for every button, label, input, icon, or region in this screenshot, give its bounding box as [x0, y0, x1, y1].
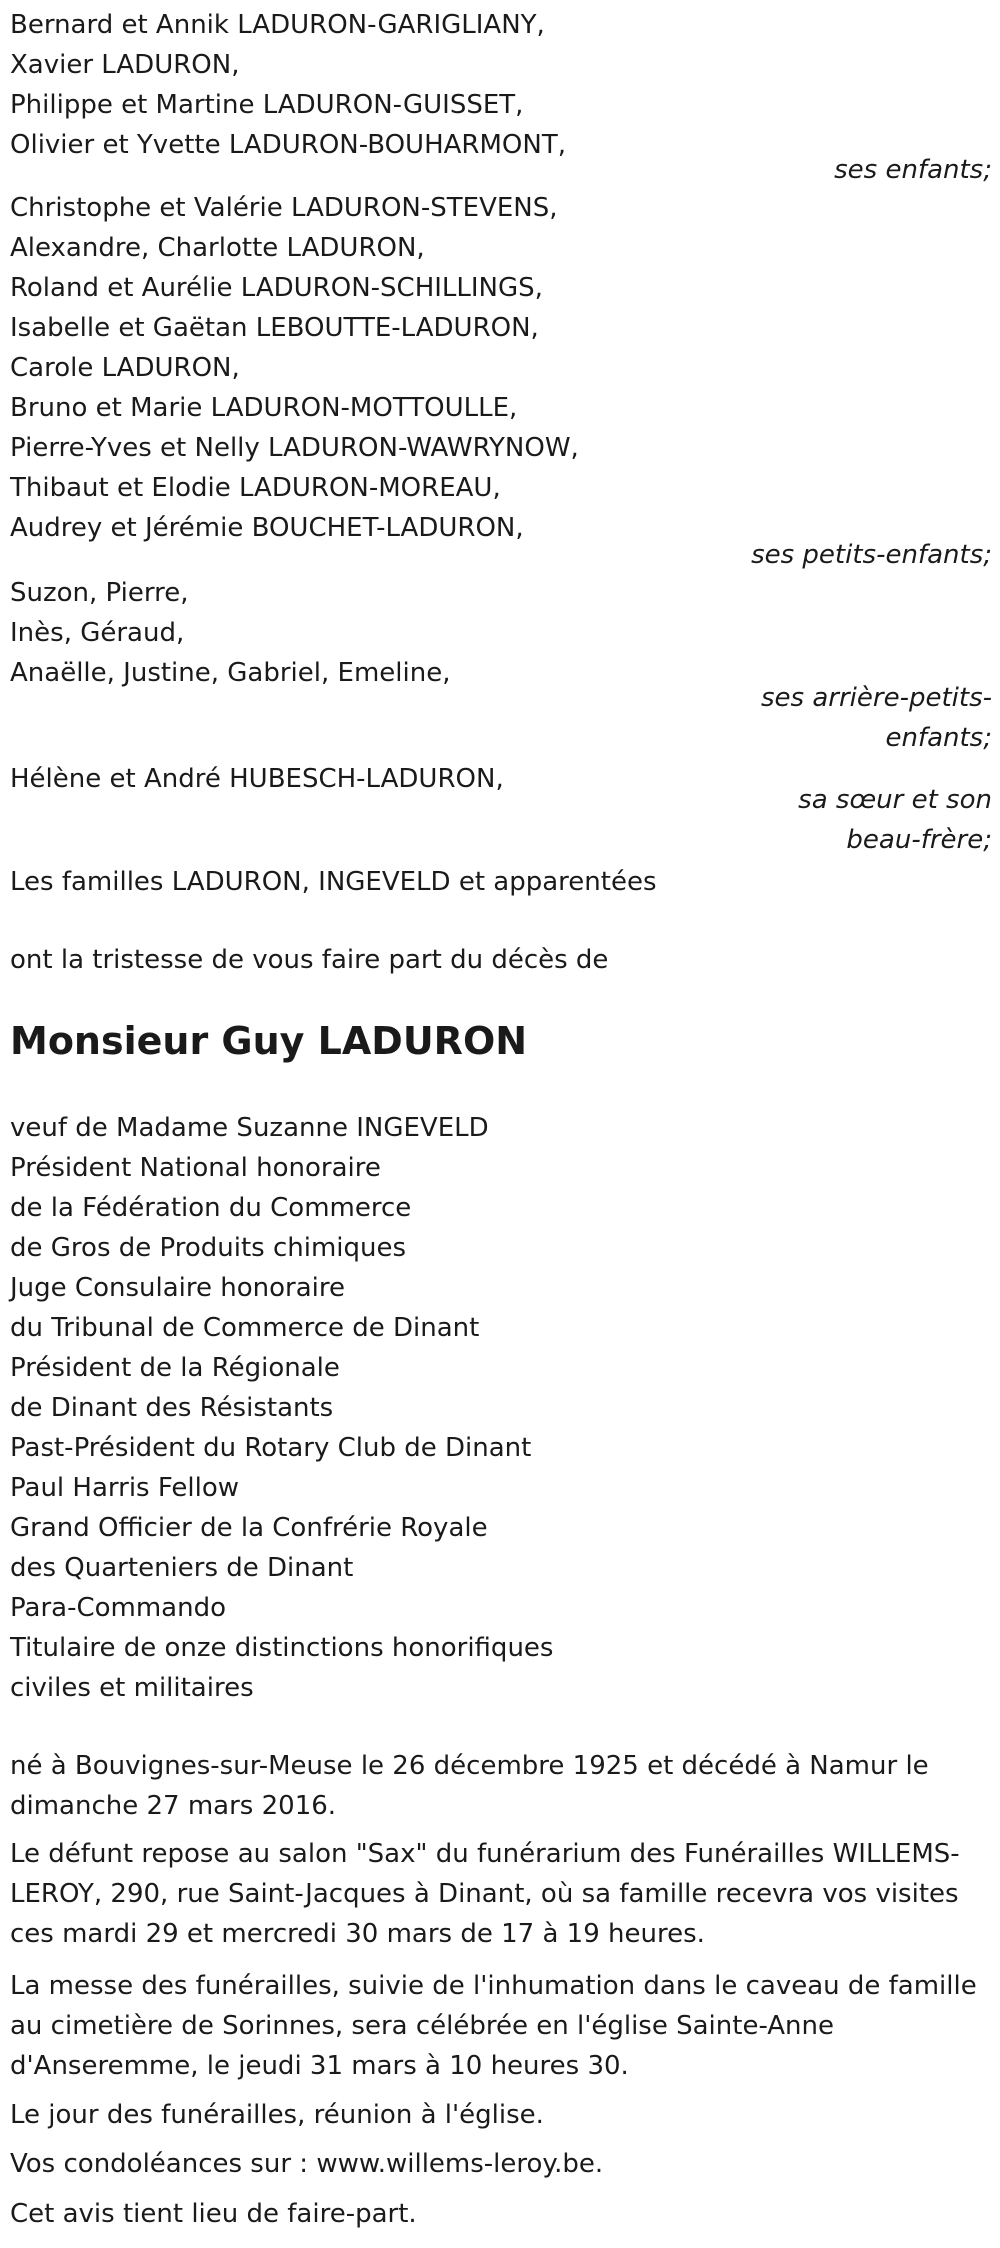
paragraph-line: dimanche 27 mars 2016.: [10, 1791, 337, 1821]
children-relation-label: ses enfants;: [834, 155, 992, 185]
paragraph-line: au cimetière de Sorinnes, sera célébrée en l'église Sainte-Anne: [10, 2011, 834, 2041]
family-member: Bernard et Annik LADURON-GARIGLIANY,: [10, 10, 545, 40]
family-member: Bruno et Marie LADURON-MOTTOULLE,: [10, 393, 518, 423]
paragraph-line: ces mardi 29 et mercredi 30 mars de 17 à 19 heures.: [10, 1919, 705, 1949]
family-member: Isabelle et Gaëtan LEBOUTTE-LADURON,: [10, 313, 539, 343]
family-member: Pierre-Yves et Nelly LADURON-WAWRYNOW,: [10, 433, 579, 463]
family-member: Roland et Aurélie LADURON-SCHILLINGS,: [10, 273, 543, 303]
paragraph-birth-death: [10, 1746, 929, 1826]
title-line: Titulaire de onze distinctions honorifiques: [10, 1633, 554, 1663]
title-line: Para-Commando: [10, 1593, 226, 1623]
title-line: Juge Consulaire honoraire: [10, 1273, 345, 1303]
grandchildren-relation-label: ses petits-enfants;: [751, 540, 992, 570]
title-line: Président de la Régionale: [10, 1353, 340, 1383]
relation-label-line: sa sœur et son: [798, 785, 992, 815]
great-grandchildren-relation-label: [761, 678, 992, 758]
title-line: Grand Officier de la Confrérie Royale: [10, 1513, 488, 1543]
titles-list: [10, 1108, 553, 1708]
paragraph-notice: [10, 2194, 417, 2234]
deceased-name: Monsieur Guy LADURON: [10, 1019, 528, 1063]
paragraph-line: Le jour des funérailles, réunion à l'église.: [10, 2100, 544, 2130]
paragraph-line: LEROY, 290, rue Saint-Jacques à Dinant, où sa famille recevra vos visites: [10, 1879, 959, 1909]
grandchildren-list: [10, 188, 579, 548]
family-member: Anaëlle, Justine, Gabriel, Emeline,: [10, 658, 451, 688]
family-member: Audrey et Jérémie BOUCHET-LADURON,: [10, 513, 524, 543]
great-grandchildren-list: [10, 573, 450, 693]
family-member: Inès, Géraud,: [10, 618, 185, 648]
families: Les familles LADURON, INGEVELD et apparentées: [10, 867, 657, 897]
family-member: Suzon, Pierre,: [10, 578, 189, 608]
paragraph-line: La messe des funérailles, suivie de l'inhumation dans le caveau de famille: [10, 1971, 977, 2001]
sister-relation-label: [798, 780, 992, 860]
title-line: Paul Harris Fellow: [10, 1473, 239, 1503]
paragraph-funeral-mass: [10, 1966, 977, 2086]
relation-label-line: enfants;: [885, 723, 992, 753]
paragraph-meeting: [10, 2095, 544, 2135]
sister: Hélène et André HUBESCH-LADURON,: [10, 764, 504, 794]
paragraph-line: Le défunt repose au salon "Sax" du funérarium des Funérailles WILLEMS-: [10, 1839, 960, 1869]
title-line: du Tribunal de Commerce de Dinant: [10, 1313, 480, 1343]
paragraph-line: né à Bouvignes-sur-Meuse le 26 décembre 1925 et décédé à Namur le: [10, 1751, 929, 1781]
title-line: veuf de Madame Suzanne INGEVELD: [10, 1113, 489, 1143]
announcement: ont la tristesse de vous faire part du décès de: [10, 945, 609, 975]
family-member: Xavier LADURON,: [10, 50, 240, 80]
family-member: Olivier et Yvette LADURON-BOUHARMONT,: [10, 130, 566, 160]
family-member: Thibaut et Elodie LADURON-MOREAU,: [10, 473, 501, 503]
children-list: [10, 5, 566, 165]
title-line: de Dinant des Résistants: [10, 1393, 334, 1423]
family-member: Christophe et Valérie LADURON-STEVENS,: [10, 193, 558, 223]
family-member: Alexandre, Charlotte LADURON,: [10, 233, 425, 263]
title-line: de la Fédération du Commerce: [10, 1193, 412, 1223]
paragraph-line: Vos condoléances sur : www.willems-leroy.be.: [10, 2149, 604, 2179]
relation-label-line: beau-frère;: [846, 825, 992, 855]
paragraph-line: Cet avis tient lieu de faire-part.: [10, 2199, 417, 2229]
title-line: de Gros de Produits chimiques: [10, 1233, 407, 1263]
paragraph-condolences: [10, 2144, 603, 2184]
title-line: Past-Président du Rotary Club de Dinant: [10, 1433, 532, 1463]
paragraph-line: d'Anseremme, le jeudi 31 mars à 10 heures 30.: [10, 2051, 629, 2081]
title-line: Président National honoraire: [10, 1153, 381, 1183]
family-member: Carole LADURON,: [10, 353, 240, 383]
title-line: civiles et militaires: [10, 1673, 254, 1703]
paragraph-viewing: [10, 1834, 960, 1954]
relation-label-line: ses arrière-petits-: [761, 683, 992, 713]
family-member: Philippe et Martine LADURON-GUISSET,: [10, 90, 524, 120]
title-line: des Quarteniers de Dinant: [10, 1553, 354, 1583]
